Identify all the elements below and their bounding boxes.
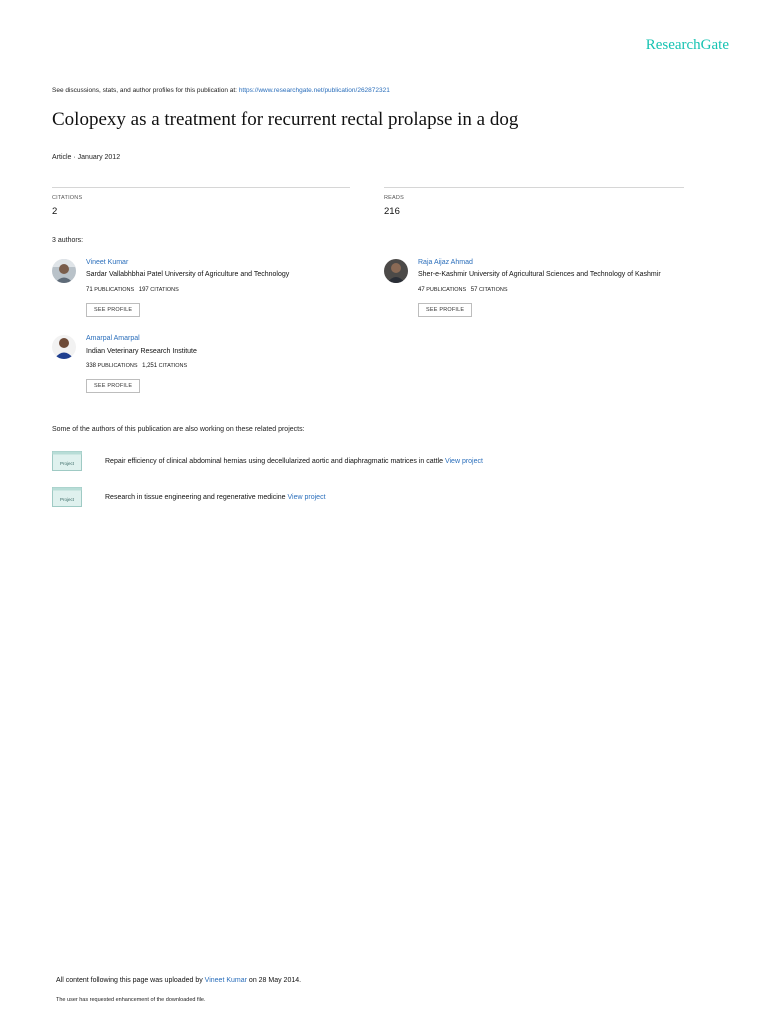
authors-heading: 3 authors: (52, 237, 84, 244)
project-title: Research in tissue engineering and regenerative medicine (105, 494, 286, 501)
publication-meta: Article · January 2012 (52, 154, 121, 161)
publication-url-link[interactable]: https://www.researchgate.net/publication/262872321 (238, 87, 390, 94)
author-avatar[interactable] (52, 259, 76, 283)
avatar-photo-icon (384, 259, 408, 283)
author-citations-label: CITATIONS (150, 287, 179, 293)
author-name-link[interactable]: Raja Aijaz Ahmad (418, 259, 473, 266)
author-citations-count: 1,251 (142, 363, 158, 369)
citations-value: 2 (52, 206, 58, 217)
view-project-link[interactable]: View project (287, 494, 326, 501)
see-profile-button[interactable]: SEE PROFILE (86, 303, 140, 317)
author-stats (86, 363, 187, 369)
author-stats (418, 287, 508, 293)
author-citations-label: CITATIONS (158, 363, 188, 369)
reads-label: READS (384, 195, 404, 201)
author-avatar[interactable] (384, 259, 408, 283)
see-profile-button[interactable]: SEE PROFILE (86, 379, 140, 393)
author-citations-count: 197 (138, 287, 149, 293)
avatar-photo-icon (52, 259, 76, 283)
upload-info (56, 977, 301, 984)
author-publications-count: 71 (86, 287, 93, 293)
author-citations-label: CITATIONS (478, 287, 508, 293)
uploader-link[interactable]: Vineet Kumar (204, 977, 247, 984)
view-project-link[interactable]: View project (444, 458, 483, 465)
citations-label: CITATIONS (52, 195, 83, 201)
citations-divider (52, 187, 350, 188)
author-citations-count: 57 (470, 287, 478, 293)
upload-suffix: on 28 May 2014. (248, 977, 302, 984)
author-name-link[interactable]: Amarpal Amarpal (86, 335, 140, 342)
project-folder-icon (52, 487, 82, 507)
author-publications-count: 338 (86, 363, 97, 369)
author-institution: Sardar Vallabhbhai Patel University of Agriculture and Technology (86, 271, 290, 278)
author-institution: Indian Veterinary Research Institute (86, 348, 197, 355)
author-avatar[interactable] (52, 335, 76, 359)
project-folder-icon (52, 451, 82, 471)
reads-divider (384, 187, 684, 188)
discussion-line (52, 87, 390, 94)
author-institution: Sher-e-Kashmir University of Agricultural Sciences and Technology of Kashmir (418, 271, 661, 278)
upload-prefix: All content following this page was uploaded by (56, 977, 203, 984)
author-publications-label: PUBLICATIONS (426, 287, 467, 293)
related-projects-heading: Some of the authors of this publication are also working on these related projects: (52, 426, 305, 433)
publication-title: Colopexy as a treatment for recurrent rectal prolapse in a dog (52, 109, 519, 130)
reads-value: 216 (384, 206, 400, 217)
author-publications-count: 47 (418, 287, 425, 293)
avatar-photo-icon (52, 335, 76, 359)
researchgate-logo[interactable]: ResearchGate (645, 37, 729, 53)
enhancement-note: The user has requested enhancement of the downloaded file. (56, 997, 206, 1003)
project-item (105, 458, 483, 465)
see-profile-button[interactable]: SEE PROFILE (418, 303, 472, 317)
project-item (105, 494, 326, 501)
project-title: Repair efficiency of clinical abdominal hernias using decellularized aortic and diaphragmatic matrices in cattle (105, 458, 443, 465)
author-name-link[interactable]: Vineet Kumar (86, 259, 129, 266)
author-stats (86, 287, 179, 293)
project-icon-label: Project (59, 461, 75, 466)
discussion-text: See discussions, stats, and author profiles for this publication at: (52, 87, 237, 94)
author-publications-label: PUBLICATIONS (94, 287, 135, 293)
author-publications-label: PUBLICATIONS (97, 363, 138, 369)
project-icon-label: Project (59, 497, 75, 502)
